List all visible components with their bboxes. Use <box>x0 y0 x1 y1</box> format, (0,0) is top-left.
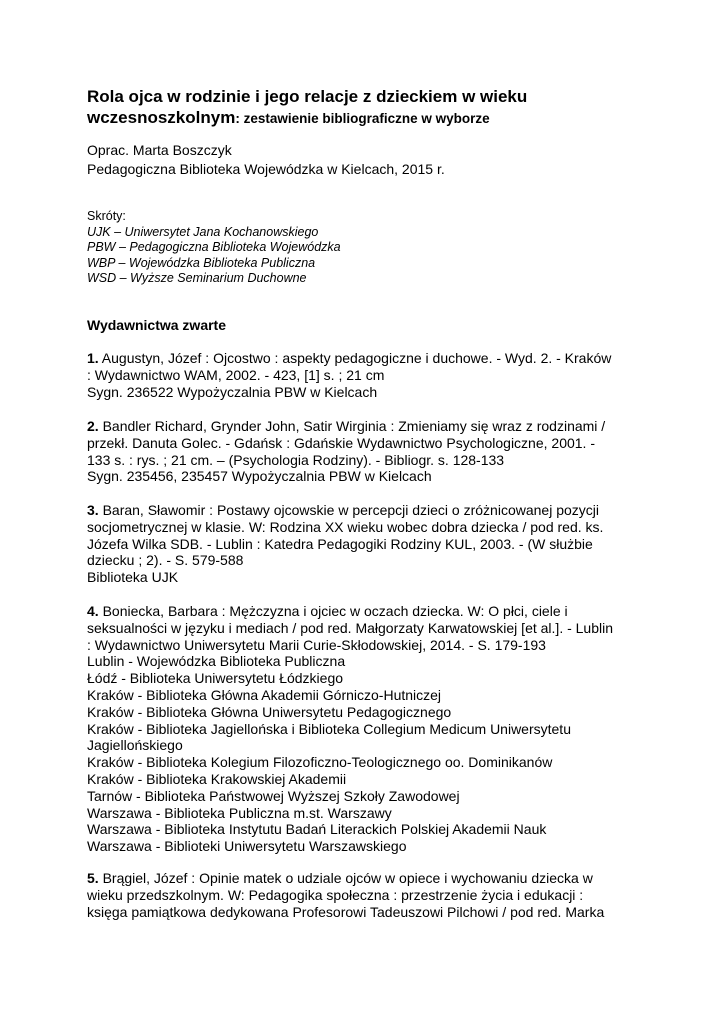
section-heading: Wydawnictwa zwarte <box>87 317 227 333</box>
institution-line: Pedagogiczna Biblioteka Wojewódzka w Kielcach, 2015 r. <box>87 161 445 177</box>
entry-text: Boniecka, Barbara : Mężczyzna i ojciec w oczach dziecka. W: O płci, ciele i <box>98 603 568 619</box>
library-location: Tarnów - Biblioteka Państwowej Wyższej Szkoły Zawodowej <box>87 787 460 804</box>
entry-text: Biblioteka UJK <box>87 569 179 586</box>
library-location: Warszawa - Biblioteki Uniwersytetu Warszawskiego <box>87 838 407 855</box>
library-location: Jagiellońskiego <box>87 737 183 754</box>
bibliography-entry-5 <box>87 870 647 920</box>
entry-text: Baran, Sławomir : Postawy ojcowskie w percepcji dzieci o zróżnicowanej pozycji <box>98 502 599 518</box>
entry-text: Bandler Richard, Grynder John, Satir Wirginia : Zmieniamy się wraz z rodzinami / <box>98 418 606 434</box>
library-location: Kraków - Biblioteka Kolegium Filozoficzno-Teologicznego oo. Dominikanów <box>87 754 553 771</box>
entry-text: księga pamiątkowa dedykowana Profesorowi Tadeuszowi Pilchowi / pod red. Marka <box>87 903 605 920</box>
abbreviations <box>87 209 647 287</box>
entry-text: dziecku ; 2). - S. 579-588 <box>87 552 244 569</box>
abbreviation-item: WBP – Wojewódzka Biblioteka Publiczna <box>87 255 316 270</box>
bibliography-entry-4 <box>87 603 647 855</box>
entry-text: wieku przedszkolnym. W: Pedagogika społeczna : przestrzenie życia i edukacji : <box>87 886 584 903</box>
bibliography-entry-2 <box>87 418 647 485</box>
library-location: Warszawa - Biblioteka Publiczna m.st. Warszawy <box>87 804 392 821</box>
entry-number: 4. <box>87 603 99 619</box>
title-line-1: Rola ojca w rodzinie i jego relacje z dzieckiem w wieku <box>87 87 528 106</box>
title-subtitle: : zestawienie bibliograficzne w wyborze <box>235 111 490 126</box>
entry-text: 133 s. : rys. ; 21 cm. – (Psychologia Rodziny). - Bibliogr. s. 128-133 <box>87 451 505 468</box>
entry-number: 2. <box>87 418 99 434</box>
entry-text: : Wydawnictwo WAM, 2002. - 423, [1] s. ; 21 cm <box>87 366 385 383</box>
entry-text: Brągiel, Józef : Opinie matek o udziale ojców w opiece i wychowaniu dziecka w <box>98 870 593 886</box>
entry-text: seksualności w języku i mediach / pod red. Małgorzaty Karwatowskiej [et al.]. - Lublin <box>87 619 614 636</box>
credits <box>87 141 647 179</box>
library-location: Kraków - Biblioteka Jagiellońska i Biblioteka Collegium Medicum Uniwersytetu <box>87 720 571 737</box>
abbreviation-item: UJK – Uniwersytet Jana Kochanowskiego <box>87 224 319 239</box>
entry-text: Józefa Wilka SDB. - Lublin : Katedra Pedagogiki Rodziny KUL, 2003. - (W służbie <box>87 535 593 552</box>
bibliography-entry-3 <box>87 502 647 586</box>
abbreviations-label: Skróty: <box>87 209 126 223</box>
entry-text: przekł. Danuta Golec. - Gdańsk : Gdańskie Wydawnictwo Psychologiczne, 2001. - <box>87 434 595 451</box>
abbreviation-item: WSD – Wyższe Seminarium Duchowne <box>87 271 307 285</box>
entry-number: 3. <box>87 502 99 518</box>
entry-number: 1. <box>87 350 99 366</box>
bibliography-entry-1 <box>87 350 647 400</box>
library-location: Kraków - Biblioteka Główna Akademii Górniczo-Hutniczej <box>87 686 442 703</box>
compiler-line: Oprac. Marta Boszczyk <box>87 142 232 158</box>
entry-text: Augustyn, Józef : Ojcostwo : aspekty pedagogiczne i duchowe. - Wyd. 2. - Kraków <box>98 350 612 366</box>
abbreviation-item: PBW – Pedagogiczna Biblioteka Wojewódzka <box>87 240 341 254</box>
library-location: Kraków - Biblioteka Krakowskiej Akademii <box>87 770 347 787</box>
title-line-2 <box>87 107 687 129</box>
library-location: Kraków - Biblioteka Główna Uniwersytetu Pedagogicznego <box>87 703 452 720</box>
library-location: Warszawa - Biblioteka Instytutu Badań Literackich Polskiej Akademii Nauk <box>87 821 547 838</box>
library-location: Lublin - Wojewódzka Biblioteka Publiczna <box>87 653 346 670</box>
entry-text: : Wydawnictwo Uniwersytetu Marii Curie-Skłodowskiej, 2014. - S. 179-193 <box>87 636 546 653</box>
entry-text: socjometrycznej w klasie. W: Rodzina XX wieku wobec dobra dziecka / pod red. ks. <box>87 518 604 535</box>
title-main-word: wczesnoszkolnym <box>87 108 236 127</box>
entry-text: Sygn. 235456, 235457 Wypożyczalnia PBW w Kielcach <box>87 468 432 485</box>
entry-number: 5. <box>87 870 99 886</box>
entry-text: Sygn. 236522 Wypożyczalnia PBW w Kielcach <box>87 383 378 400</box>
document-title <box>87 86 687 129</box>
library-location: Łódź - Biblioteka Uniwersytetu Łódzkiego <box>87 670 344 687</box>
